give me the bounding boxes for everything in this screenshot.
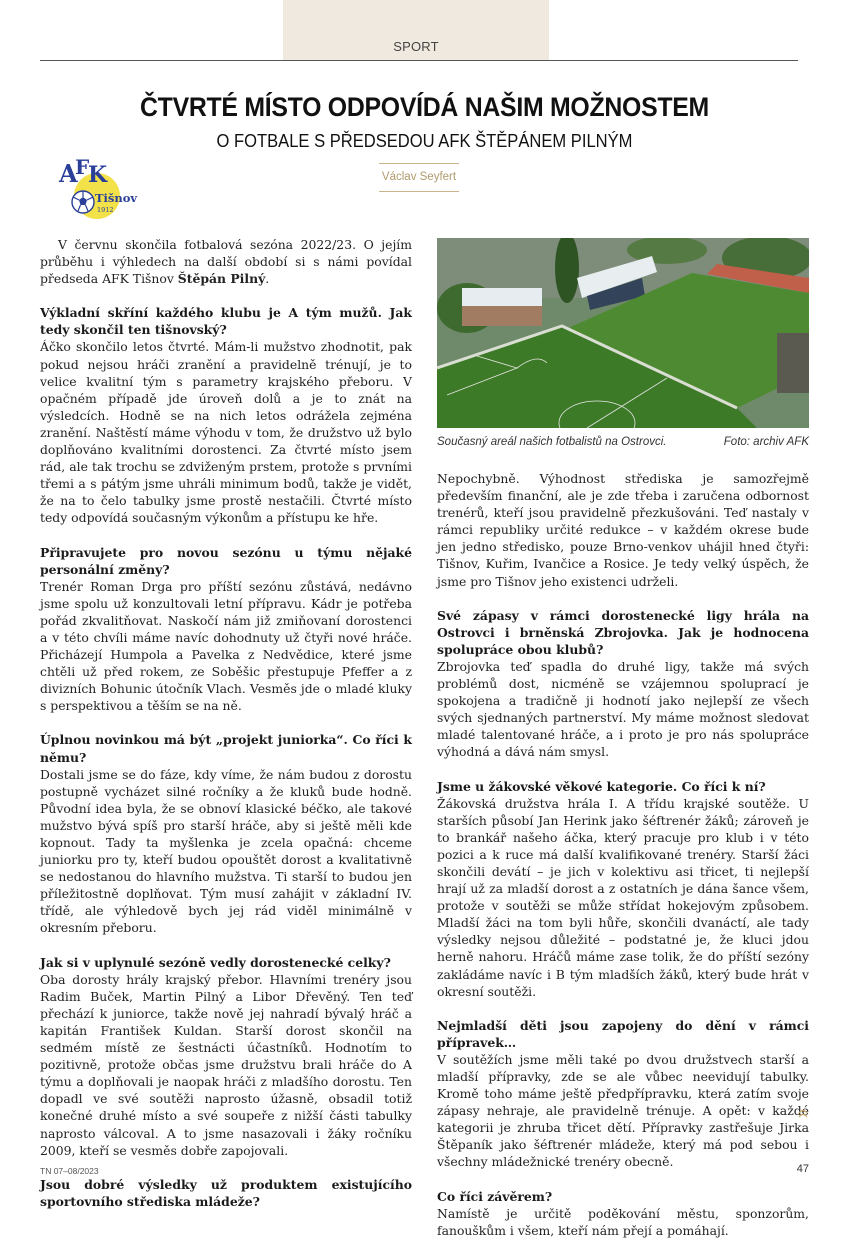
intro-paragraph: V červnu skončila fotbalová sezóna 2022/23. O jejím průběhu i výhledech na další období si s námi povídal předseda AFK Tišnov Štěpán Pilný. <box>40 237 412 287</box>
page-number: 47 <box>796 1163 809 1175</box>
answer: Oba dorosty hrály krajský přebor. Hlavními trenéry jsou Radim Buček, Martin Pilný a Libor Dřevěný. Ten teď přechází k juniorce, takže nově jej nahradí bývalý hráč a kapitán František Kuldan. Starší dorost skončil na sedmém místě ze šestnácti účastníků. Hodnotím to pozitivně, protože občas jsme družstvu brali hráče do A týmu a doplňovali je naopak hráči z mladšího dorostu. Ten dopadl ve své soutěži naprosto úžasně, obsadil totiž konečné druhé místo a své soupeře z nižší části tabulky naprosto válcoval. A to jsme nasazovali i žáky ročníku 2009, kteří se vesměs dobře zapojovali. <box>40 971 412 1158</box>
answer: V soutěžích jsme měli také po dvou družstvech starší a mladší přípravky, zde se ale vůbec neevidují tabulky. Kromě toho máme ještě předpřípravku, která zatím svoje zápasy nehraje, ale pravidelně trénuje. A opět: v každé kategorii je zhruba třicet dětí. Přípravky zastřešuje Jirka Štěpaník jako šéftrenér mládeže, který má pod sebou i všechny mládežnické trenéry obecně. <box>437 1051 809 1170</box>
question: Úplnou novinkou má být „projekt juniorka“. Co říci k němu? <box>40 732 412 765</box>
answer: Nepochybně. Výhodnost střediska je samozřejmě především finanční, ale je zde třeba i zaručena odbornost trenérů, kteří jsou pravidelně přezkušováni. Teď nastaly v rámci republiky určité redukce – v každém okrese bude jen jedno středisko, pouze Brno-venkov uhájil hned čtyři: Tišnov, Kuřim, Ivančice a Rosice. Je tedy velký úspěch, že jsme pro Tišnov jeho existenci udrželi. <box>437 471 809 589</box>
svg-text:F: F <box>75 155 90 179</box>
answer: Áčko skončilo letos čtvrté. Mám-li mužstvo zhodnotit, pak pokud nejsou hráči zranění a pravidelně trénují, je to velice kvalitní tým s parametry krajského přeboru. V opačném případě jde úroveň dolů a je to znát na výsledcích. Hodně se na nich letos odrážela zejména zranění. Naštěstí máme výhodu v tom, že družstvo už bylo doplňováno kvalitními dorostenci. Za čtvrté místo jsem rád, ale tak trochu se zdviženým prstem, protože s prvními třemi a s pátým jsme uhráli minimum bodů, takže je vidět, že na to čelo tabulky jsme prostě nestačili. Čtvrté místo tedy odpovídá současným výkonům a přístupu ke hře. <box>40 339 412 526</box>
question: Připravujete pro novou sezónu u týmu nějaké personální změny? <box>40 544 412 577</box>
question: Jsou dobré výsledky už produktem existujícího sportovního střediska mládeže? <box>40 1176 412 1209</box>
question: Své zápasy v rámci dorostenecké ligy hrála na Ostrovci i brněnská Zbrojovka. Jak je hodnocena spolupráce obou klubů? <box>437 607 809 657</box>
question: Výkladní skříní každého klubu je A tým mužů. Jak tedy skončil ten tišnovský? <box>40 305 412 338</box>
photo-credit: Foto: archiv AFK <box>723 436 809 448</box>
question: Jak si v uplynulé sezóně vedly dorostenecké celky? <box>40 954 391 970</box>
byline <box>379 163 459 192</box>
svg-text:Tišnov: Tišnov <box>95 191 138 205</box>
answer: Zbrojovka teď spadla do druhé ligy, takže má svých problémů dost, nicméně se vzájemnou spoluprací je spokojena a tradičně ji hodnotí jako nejlepší ze všech svých sjednaných partnerství. My máme možnost sledovat mladé talentované hráče, a i proto je pro nás spolupráce výhodná a dává nám smysl. <box>437 658 809 760</box>
article-column-right <box>437 470 809 1239</box>
club-crest-icon <box>57 150 157 220</box>
svg-text:1912: 1912 <box>97 206 114 214</box>
article-title: ČTVRTÉ MÍSTO ODPOVÍDÁ NAŠIM MOŽNOSTEM <box>140 92 709 122</box>
section-label: SPORT <box>393 39 439 54</box>
issue-number: TN 07–08/2023 <box>40 1166 99 1176</box>
article-subtitle: O FOTBALE S PŘEDSEDOU AFK ŠTĚPÁNEM PILNÝM <box>216 131 633 151</box>
svg-text:A: A <box>59 159 78 188</box>
article-column-left <box>40 236 412 1210</box>
answer: Trenér Roman Drga pro příští sezónu zůstává, nedávno jsme spolu už konzultovali letní přípravu. Kádr je potřeba pořád zkvalitňovat. Naskočí nám již zmiňovaní dorostenci a v této chvíli máme navíc dohodnuty už čtyři nové hráče. Přicházejí Humpola a Pavelka z Nedvědice, které jsme chtěli už před rokem, ze Soběšic přestupuje Pfeffer a z divizních Bohunic útočník Vlach. Vesměs jde o mladé kluky s perspektivou a těším se na ně. <box>40 578 412 714</box>
aerial-stadium-image-icon <box>437 238 809 428</box>
answer: Dostali jsme se do fáze, kdy víme, že nám budou z dorostu postupně vycházet silné ročníky a že kluků bude hodně. Původní idea byla, že se obnoví klasické béčko, ale takové mužstvo bývá spíš pro starší hráče, aby si ještě měli kde kopnout. Tady ta myšlenka je zcela opačná: chceme juniorku pro ty, kteří budou opouštět dorost a kvalitativně se nedostanou do hlavního mužstva. Ti starší to budou jen příležitostně doplňovat. Tým musí zahájit v základní IV. třídě, ale výhledově bych jej rád viděl minimálně v okresním přeboru. <box>40 766 412 936</box>
question: Nejmladší děti jsou zapojeny do dění v rámci přípravek… <box>437 1017 809 1050</box>
stadium-photo <box>437 238 809 428</box>
photo-caption <box>437 436 809 448</box>
question: Co říci závěrem? <box>437 1188 553 1204</box>
svg-text:K: K <box>88 162 108 188</box>
question: Jsme u žákovské věkové kategorie. Co říci k ní? <box>437 778 766 794</box>
afk-tisnov-logo <box>57 150 157 220</box>
article-end-mark-icon <box>798 1108 808 1119</box>
answer: Namístě je určitě poděkování městu, sponzorům, fanouškům i všem, kteří nám přejí a pomáhají. <box>437 1205 809 1238</box>
byline-rule-bottom <box>379 191 459 192</box>
author-name: Václav Seyfert <box>381 171 457 183</box>
interviewee-name: Štěpán Pilný <box>177 271 266 287</box>
answer: Žákovská družstva hrála I. A třídu krajské soutěže. U starších působí Jan Herink jako šéftrenér žáků; zároveň je to brankář našeho áčka, který pracuje pro klub i v této pozici a k ruce má další kvalifikované trenéry. Starší žáci skončili devátí – je jich v kolektivu asi třicet, ti nejlepší hrají už za mladší dorost a z ostatních je dána šance všem, protože v soutěži se může střídat hokejovým způsobem. Mladší žáci na tom byli hůře, skončili dvanáctí, ale tady výsledky nejsou důležité – podstatné je, že kluci jdou herně nahoru. Hráčů máme zase tolik, že do příští sezóny zakládáme navíc i B tým mladších žáků, který bude hrát v okresní soutěži. <box>437 795 809 999</box>
section-tab <box>283 0 549 60</box>
caption-text: Současný areál našich fotbalistů na Ostrovci. <box>437 436 667 448</box>
header-divider <box>40 60 798 61</box>
